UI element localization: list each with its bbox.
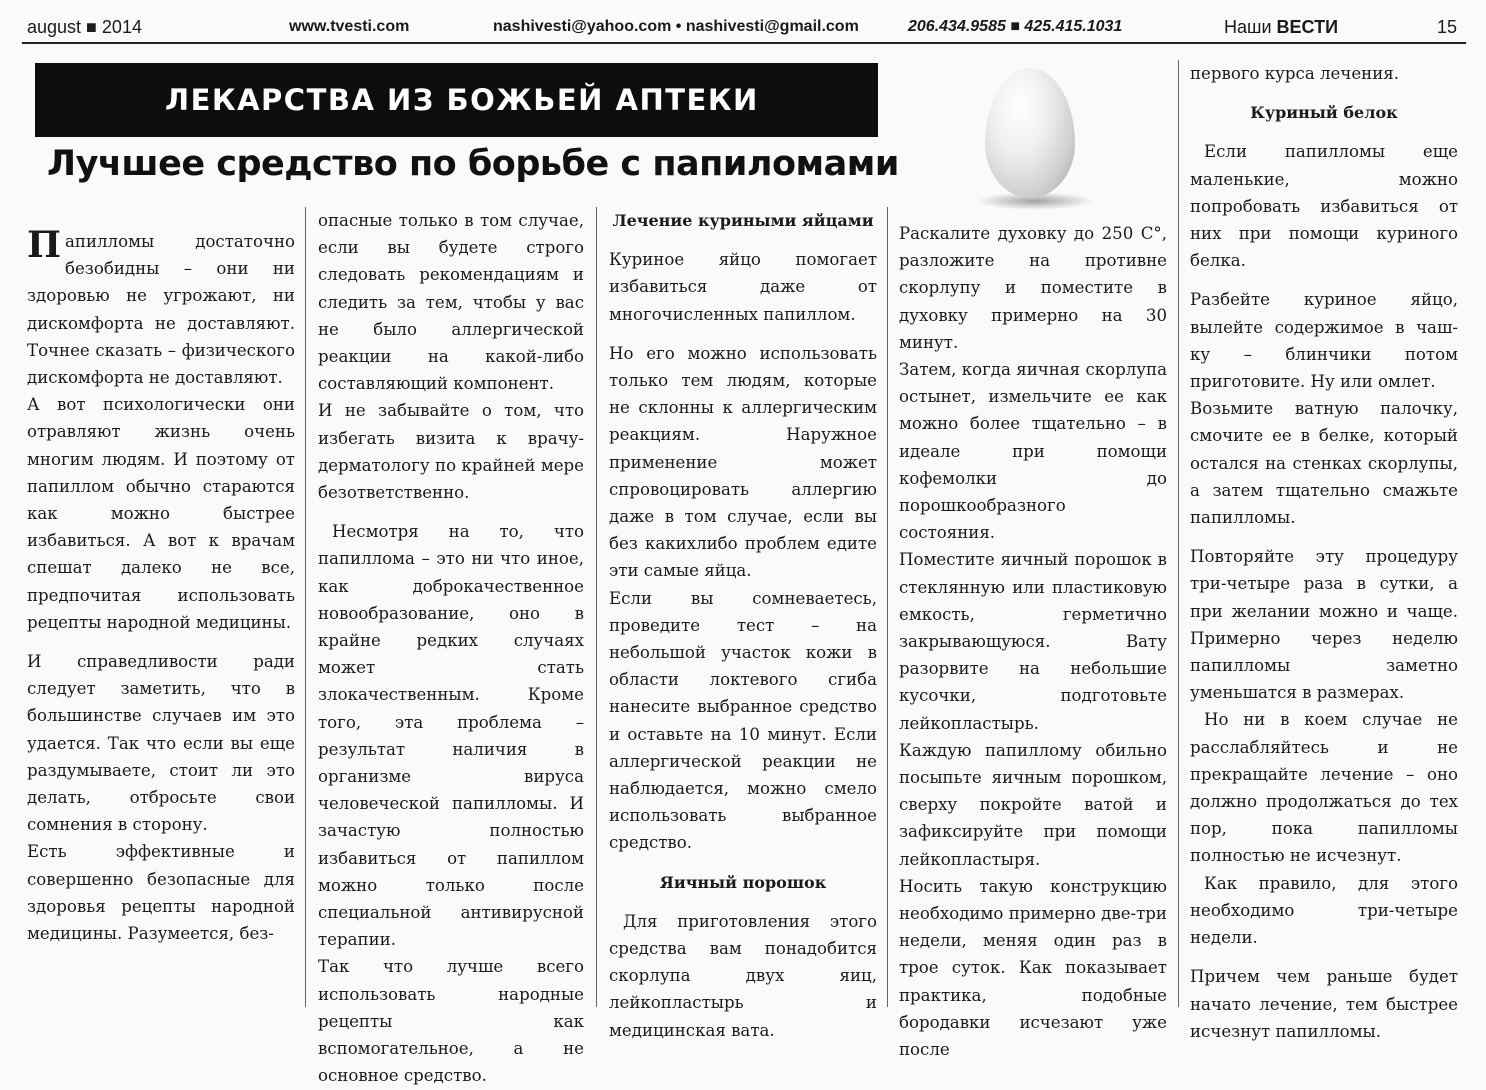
contact-emails[interactable]: nashivesti@yahoo.com • nashivesti@gmail.com <box>493 18 859 35</box>
column-divider <box>305 207 306 1007</box>
paragraph: Поместите яичный порошок в стеклянную или пластиковую емкость, герметично закрывающуюся. Вату разорвите на небольшие кусочки, подготовьте лейкопластырь. <box>899 550 1167 733</box>
paragraph: Причем чем раньше будет начато лечение, тем быстрее исчезнут папилломы. <box>1190 967 1458 1041</box>
paragraph: Возьмите ватную палочку, смочите ее в белке, который остался на стенках скорлупы, а затем тщательно смажьте папилломы. <box>1190 399 1458 528</box>
article-column-3 <box>609 207 877 1044</box>
paragraph: Затем, когда яичная скорлупа остынет, измельчите ее как можно более тщательно – в идеале при помощи кофемолки до порошкообразного состояния. <box>899 360 1167 543</box>
paragraph: Куриное яйцо помогает избавиться даже от многочисленных папиллом. <box>609 250 877 324</box>
subheading-egg-treatment: Лечение куриными яйцами <box>612 211 874 230</box>
section-title: ЛЕКАРСТВА ИЗ БОЖЬЕЙ АПТЕКИ <box>165 83 759 117</box>
paragraph: Так что лучше всего использовать народные рецепты как вспомогательное, а не основное средство. <box>318 957 584 1086</box>
drop-cap: П <box>27 224 61 266</box>
column-divider <box>887 207 888 1007</box>
lead-text: апилломы достаточно безобидны – они ни здоровью не угрожают, ни дискомфорта не доставляют. Точнее сказать – физического дискомфорта не доставляют. <box>27 232 295 388</box>
paragraph: Если папилломы еще маленькие, можно попробовать избавиться от них при помощи куриного белка. <box>1190 142 1458 271</box>
newspaper-name-main: ВЕСТИ <box>1276 17 1339 37</box>
paragraph: А вот психологически они отравляют жизнь очень многим людям. И поэтому от папиллом обычно стараются как можно быстрее избавиться. А вот к врачам спешат далеко не все, предпочитая использовать рецепты народной медицины. <box>27 395 295 632</box>
column-divider <box>1178 60 1179 1007</box>
section-banner <box>35 63 878 137</box>
paragraph: Но его можно использовать только тем людям, которые не склонны к аллергическим реакциям. Наружное применение может спровоцировать аллергию даже в том случае, если вы без какихлибо проблем едите эти самые яйца. <box>609 343 877 581</box>
article-column-4 <box>899 220 1167 1063</box>
page-number: 15 <box>1437 17 1458 37</box>
newspaper-name <box>1224 17 1338 37</box>
paragraph: Несмотря на то, что папиллома – это ни что иное, как доброкачественное новообразование, оно в крайне редких случаях может стать злокачественным. Кроме того, эта проблема – результат наличия в организме вируса человеческой папилломы. И зачастую полностью избавиться от папиллом можно только после специальной антивирусной терапии. <box>318 522 584 950</box>
paragraph: Носить такую конструкцию необходимо примерно двe-три недели, меняя один раз в трое суток. Как показывает практика, подобные бородавки исчезают уже после <box>899 876 1167 1060</box>
paragraph: Разбейте куриное яйцо, вылейте содержимое в чаш-ку – блинчики потом приготовите. Ну или омлет. <box>1190 290 1458 392</box>
article-column-2 <box>318 207 584 1090</box>
egg-icon <box>905 60 1165 220</box>
paragraph: первого курса лечения. <box>1190 64 1400 83</box>
paragraph: Для приготовления этого средства вам понадобится скорлупа двух яиц, лейкопластырь и медицинская вата. <box>609 911 877 1040</box>
issue-date: august ■ 2014 <box>27 17 142 37</box>
header-rule <box>22 42 1466 44</box>
article-column-5 <box>1190 60 1458 1045</box>
subheading-egg-powder: Яичный порошок <box>659 872 827 892</box>
paragraph: Раскалите духовку до 250 С°, разложите на противне скорлупу и поместите в духовку примерно на 30 минут. <box>899 224 1167 352</box>
subheading-egg-white: Куриный белок <box>1250 103 1398 123</box>
paragraph: И справедливости ради следует заметить, что в большинстве случаев им это удается. Так что если вы еще раздумываете, стоит ли это делать, отбросьте свои сомнения в сторону. <box>27 652 295 835</box>
newspaper-name-prefix: Наши <box>1224 17 1272 37</box>
paragraph: И не забывайте о том, что избегать визита к врачу-дерматологу по крайней мере безответственно. <box>318 401 584 503</box>
egg-shell <box>985 68 1075 198</box>
article-headline: Лучшее средство по борьбе с папиломами <box>47 144 899 184</box>
paragraph: Если вы сомневаетесь, проведите тест – на небольшой участок кожи в области локтевого сгиба нанесите выбранное средство и оставьте на 10 минут. Если аллергической реакции не наблюдается, можно смело использовать выбранное средство. <box>609 588 877 853</box>
paragraph: Но ни в коем случае не расслабляйтесь и не прекращайте лечение – оно должно продолжаться до тех пор, пока папилломы полностью не исчезнут. <box>1190 710 1458 866</box>
contact-phones: 206.434.9585 ■ 425.415.1031 <box>908 18 1123 35</box>
paragraph: Как правило, для этого необходимо три-четыре недели. <box>1190 873 1458 948</box>
running-header <box>0 0 1486 44</box>
paragraph: Есть эффективные и совершенно безопасные для здоровья рецепты народной медицины. Разумеется, без- <box>27 842 295 944</box>
paragraph: Каждую папиллому обильно посыпьте яичным порошком, сверху покройте ватой и зафиксируйте при помощи лейкопластыря. <box>899 740 1167 869</box>
column-divider <box>596 207 597 1007</box>
website-link[interactable]: www.tvesti.com <box>289 18 410 35</box>
paragraph: опасные только в том случае, если вы будете строго следовать рекомендациям и следить за тем, чтобы у вас не было аллергической реакции на какой-либо составляющий компонент. <box>318 211 584 394</box>
lead-paragraph <box>27 224 295 391</box>
paragraph: Повторяйте эту процедуру три-четыре раза в сутки, а при желании можно и чаще. Примерно через неделю папилломы заметно уменьшатся в размерах. <box>1190 547 1458 703</box>
article-column-1 <box>27 224 295 947</box>
